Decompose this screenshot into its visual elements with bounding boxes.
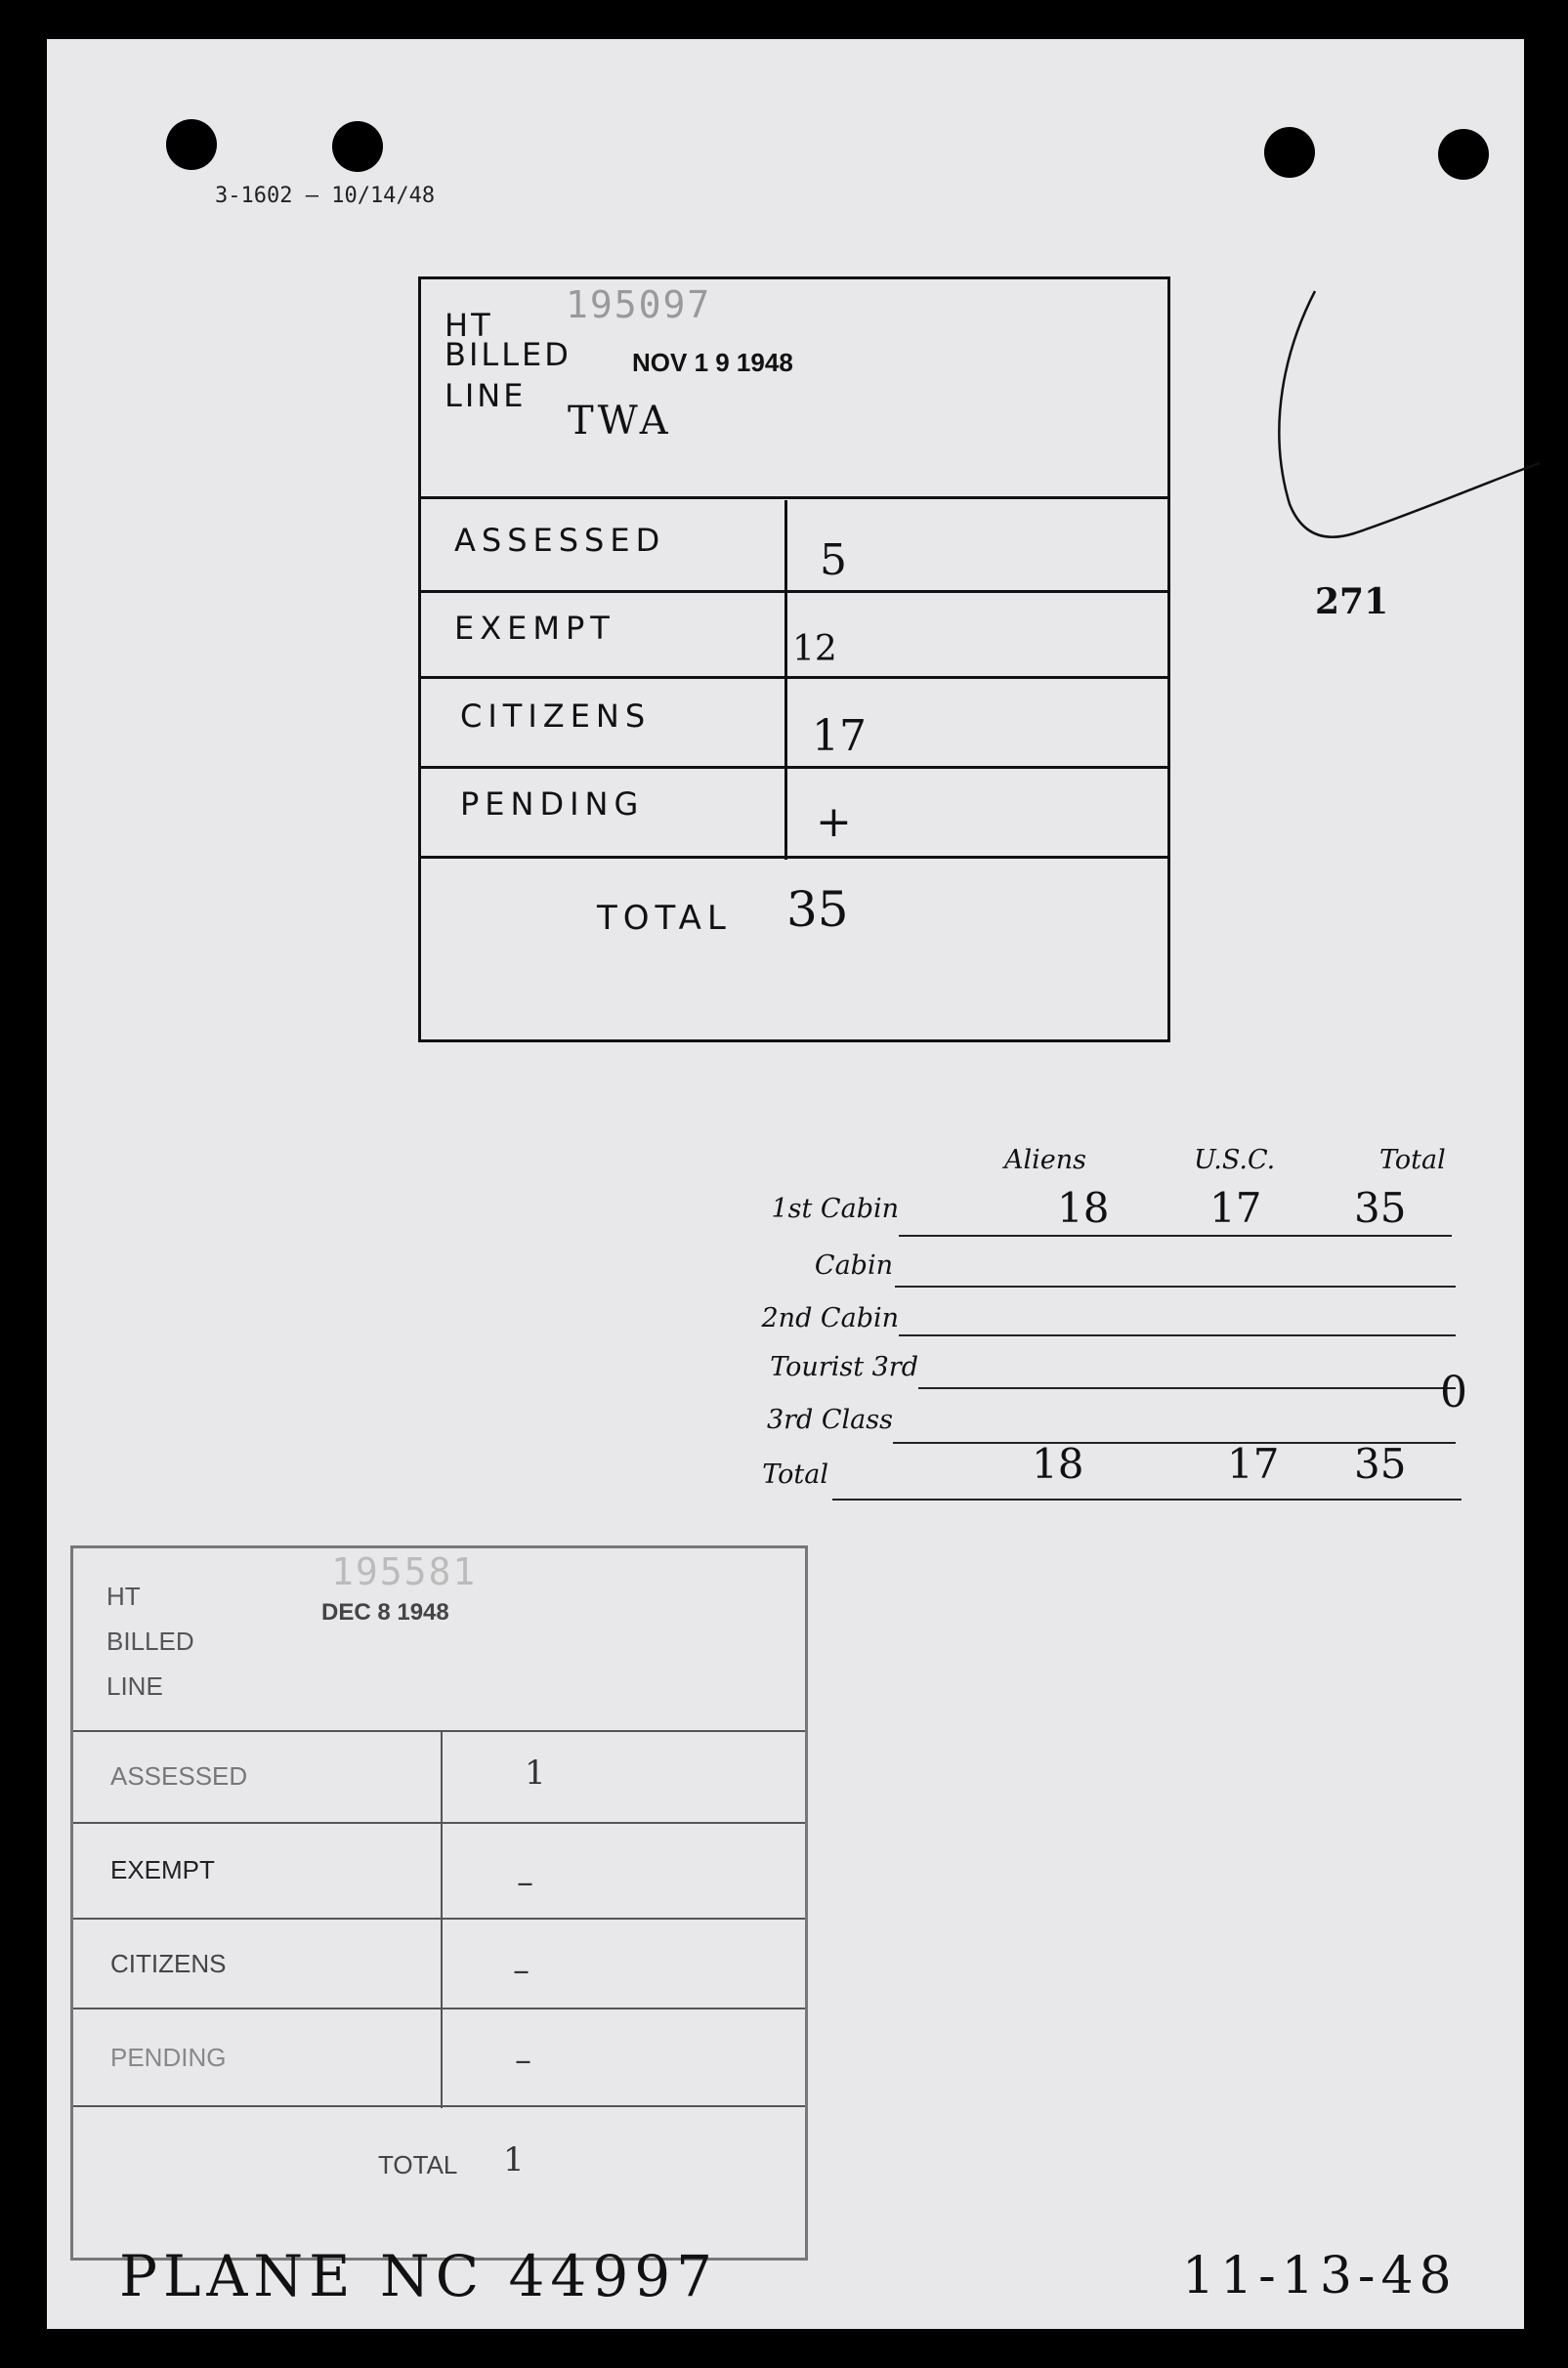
row-label-2nd-cabin: 2nd Cabin xyxy=(761,1303,899,1333)
value-aliens-total: 18 xyxy=(1032,1440,1084,1488)
row-label-pending: PENDING xyxy=(460,785,645,823)
row-value-citizens: 17 xyxy=(812,711,867,761)
divider xyxy=(421,766,1167,769)
row-value-assessed: 1 xyxy=(525,1754,546,1793)
header-line: LINE xyxy=(106,1671,163,1701)
divider xyxy=(421,856,1167,859)
footer-date: 11-13-48 xyxy=(1182,2247,1458,2305)
row-label-pending: PENDING xyxy=(110,2043,227,2072)
total-label: TOTAL xyxy=(378,2150,458,2179)
fill-line xyxy=(899,1235,1452,1237)
fill-line xyxy=(899,1334,1456,1336)
total-label: TOTAL xyxy=(597,899,732,938)
row-label-exempt: EXEMPT xyxy=(454,610,615,647)
divider xyxy=(73,1918,805,1920)
row-value-pending: – xyxy=(515,2041,531,2080)
header-ht: HT xyxy=(106,1582,141,1611)
column-divider xyxy=(441,1732,443,2108)
header-billed: BILLED xyxy=(106,1627,194,1656)
row-value-exempt: 12 xyxy=(792,629,837,669)
fill-line xyxy=(832,1499,1462,1501)
plane-number: PLANE NC 44997 xyxy=(119,2243,719,2309)
row-label-3rd-class: 3rd Class xyxy=(766,1405,893,1435)
value-total-total: 35 xyxy=(1354,1440,1407,1488)
row-label-exempt: EXEMPT xyxy=(110,1855,215,1884)
stamp-number: 195581 xyxy=(331,1550,478,1593)
divider xyxy=(421,676,1167,679)
header-ht: HT xyxy=(445,307,493,344)
total-value: 1 xyxy=(503,2140,525,2179)
row-label-citizens: CITIZENS xyxy=(460,698,652,735)
value-usc-total: 17 xyxy=(1227,1440,1280,1488)
head-tax-box xyxy=(418,276,1170,1042)
row-label-assessed: ASSESSED xyxy=(110,1761,248,1791)
value-usc-1st-cabin: 17 xyxy=(1209,1184,1262,1232)
row-label-total: Total xyxy=(762,1459,828,1490)
row-label-assessed: ASSESSED xyxy=(454,522,666,559)
billed-date-stamp: DEC 8 1948 xyxy=(321,1599,449,1626)
row-value-pending: + xyxy=(816,797,852,847)
second-head-tax-box xyxy=(70,1545,808,2261)
divider xyxy=(73,2105,805,2107)
value-aliens-1st-cabin: 18 xyxy=(1057,1184,1110,1232)
line-value: TWA xyxy=(568,399,672,444)
row-label-1st-cabin: 1st Cabin xyxy=(771,1194,899,1224)
punch-hole xyxy=(1264,127,1315,178)
punch-hole xyxy=(332,121,383,172)
row-label-citizens: CITIZENS xyxy=(110,1949,227,1978)
handwritten-checkmark xyxy=(1247,289,1568,621)
header-line: LINE xyxy=(445,377,527,414)
document-reference: 3-1602 — 10/14/48 xyxy=(215,184,436,208)
billed-date-stamp: NOV 1 9 1948 xyxy=(632,348,793,377)
column-header-total: Total xyxy=(1379,1145,1446,1175)
row-value-assessed: 5 xyxy=(820,535,847,585)
punch-hole xyxy=(166,119,217,170)
divider xyxy=(421,590,1167,593)
divider xyxy=(73,1822,805,1824)
stamp-number: 195097 xyxy=(566,283,712,326)
row-value-exempt: – xyxy=(517,1863,533,1902)
stamped-page-number: 271 xyxy=(1315,581,1389,622)
divider xyxy=(73,1730,805,1732)
fill-line xyxy=(895,1286,1456,1288)
row-label-tourist-3rd: Tourist 3rd xyxy=(770,1352,918,1382)
punch-hole xyxy=(1438,129,1489,180)
column-header-usc: U.S.C. xyxy=(1194,1145,1276,1175)
divider xyxy=(73,2008,805,2009)
value-total-tourist-3rd: 0 xyxy=(1440,1368,1467,1417)
fill-line xyxy=(918,1387,1456,1389)
header-billed: BILLED xyxy=(445,336,572,373)
row-value-citizens: – xyxy=(513,1951,530,1990)
column-header-aliens: Aliens xyxy=(1004,1145,1086,1175)
value-total-1st-cabin: 35 xyxy=(1354,1184,1407,1232)
divider xyxy=(421,496,1167,499)
row-label-cabin: Cabin xyxy=(814,1250,893,1281)
total-value: 35 xyxy=(786,881,849,938)
column-divider xyxy=(784,500,787,860)
